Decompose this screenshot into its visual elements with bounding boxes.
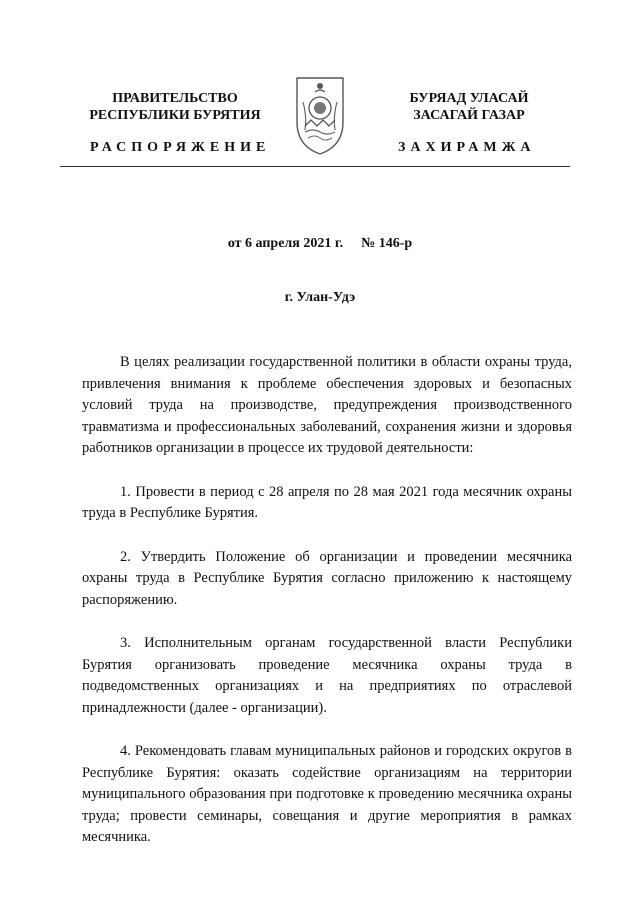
clause-2-paragraph: 2. Утвердить Положение об организации и проведении месячника охраны труда в Республике Бурятия согласно приложению к настоящему распоряжению.: [82, 548, 572, 608]
date-number-line: [0, 236, 640, 252]
clause-3-paragraph: 3. Исполнительным органам государственной власти Республики Бурятия организовать проведение месячника охраны труда в подведомственных организациях и на предприятиях по отраслевой принадлежности (далее - организации).: [82, 635, 572, 716]
doc-type-buryat: ЗАХИРАМЖА: [398, 140, 536, 155]
coat-of-arms-buryatia-icon: [293, 72, 347, 156]
doc-type-russian: РАСПОРЯЖЕНИЕ: [90, 140, 271, 155]
header-divider: [60, 166, 570, 167]
document-number: № 146-р: [361, 236, 413, 251]
clause-1-paragraph: 1. Провести в период с 28 апреля по 28 мая 2021 года месячник охраны труда в Республике Бурятия.: [82, 483, 572, 521]
header-right-block: [354, 90, 584, 124]
document-body: [82, 352, 572, 871]
document-date: от 6 апреля 2021 г.: [227, 236, 344, 251]
header-right-line1: БУРЯАД УЛАСАЙ: [409, 91, 529, 106]
header-left-block: [60, 90, 290, 124]
clause-4-paragraph: 4. Рекомендовать главам муниципальных районов и городских округов в Республике Бурятия: оказать содействие организациям на территории муниципального образования при подготовке к проведению месячника охраны труда; провести семинары, совещания и другие мероприятия в рамках месячника.: [82, 743, 572, 845]
header-left-line1: ПРАВИТЕЛЬСТВО: [112, 91, 238, 106]
header-right-line2: ЗАСАГАЙ ГАЗАР: [413, 108, 525, 123]
preamble-paragraph: В целях реализации государственной политики в области охраны труда, привлечения внимания к проблеме обеспечения здоровых и безопасных условий труда на производстве, предупреждения производственного травматизма и профессиональных заболеваний, сохранения жизни и здоровья работников организации в процессе их трудовой деятельности:: [82, 354, 572, 456]
header-left-line2: РЕСПУБЛИКИ БУРЯТИЯ: [89, 108, 261, 123]
document-city: г. Улан-Удэ: [284, 290, 356, 305]
